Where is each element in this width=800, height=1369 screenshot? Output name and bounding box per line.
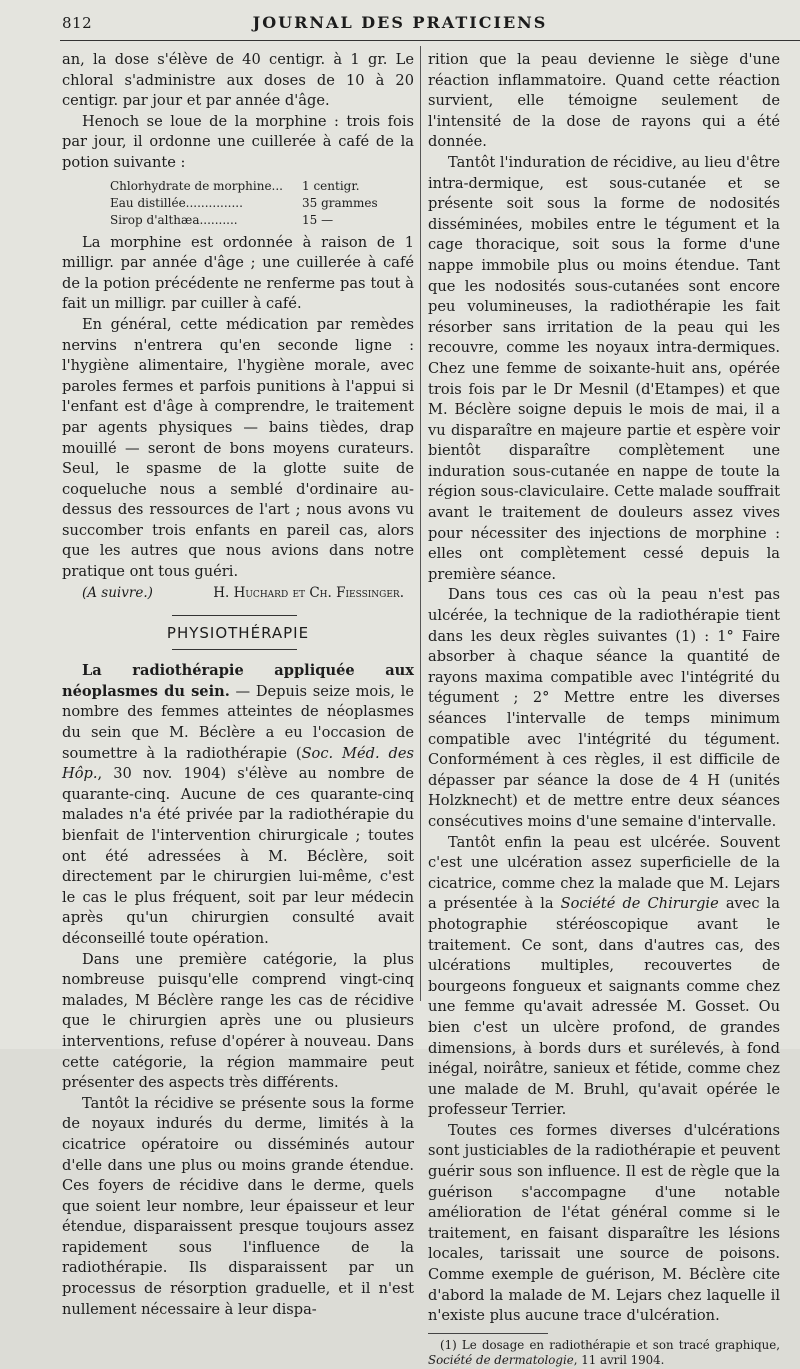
paragraph: Henoch se loue de la morphine : trois fois par jour, il ordonne une cuillerée à café de la potion suivante : [62,112,414,171]
section-rule-bottom [172,649,297,650]
article-title: La radiothérapie appliquée aux néoplasmes du sein. [62,662,414,700]
recipe-row [110,178,414,195]
recipe-ingredient: Eau distillée............... [110,195,243,210]
section-title: PHYSIOTHÉRAPIE [166,624,310,643]
recipe-row [110,212,414,229]
citation: Société de Chirurgie [560,895,719,913]
paragraph: La morphine est ordonnée à raison de 1 milligr. par année d'âge ; une cuillerée à café de la potion précédente ne renferme pas tout à fait un milligr. par cuiller à café. [62,233,414,313]
footnote: (1) Le dosage en radiothérapie et son tracé graphique, Société de dermatologie, 11 avril 1904. [428,1337,780,1368]
authors: H. Huchard et Ch. Fiessinger. [213,584,404,601]
citation: Soc. Méd. des Hôp. [62,744,414,783]
recipe-quantity: 35 grammes [302,195,378,210]
recipe-quantity: 15 — [302,212,334,227]
section-rule-top [172,615,297,616]
header-rule [60,40,800,41]
paragraph: Dans une première catégorie, la plus nombreuse puisqu'elle comprend vingt-cinq malades, M Béclère range les cas de récidive que le chirurgien après une ou plusieurs interventions, refuse d'opérer à nouveau. Dans cette catégorie, la région mammaire peut présenter des aspects très différents. [62,950,414,1092]
citation: Société de dermatologie [428,1353,574,1368]
recipe-ingredient: Chlorhydrate de morphine... [110,178,283,193]
paragraph: Dans tous ces cas où la peau n'est pas ulcérée, la technique de la radiothérapie tient dans les deux règles suivantes (1) : 1° Faire absorber à chaque séance la quantité de rayons maxima compatible avec l'intégrité du tégument ; 2° Mettre entre les diverses séances l'intervalle de temps minimum compatible avec l'intégrité du tégument. Conformément à ces règles, il est difficile de dépasser par séance la dose de 4 H (unités Holzknecht) et de mettre entre deux séances consécutives moins d'une semaine d'intervalle. [428,586,780,830]
paragraph: Tantôt enfin la peau est ulcérée. Souvent c'est une ulcération assez superficielle de la cicatrice, comme chez la malade que M. Lejars a présentée à la Société de Chirurgie avec la photographie stéréoscopique avant le traitement. Ce sont, dans d'autres cas, des ulcérations multiples, recouvertes de bourgeons fongueux et saignants comme chez une femme qu'avait adressée M. Gosset. Ou bien c'est un ulcère profond, de grandes dimensions, à bords durs et surélevés, à fond inégal, noirâtre, sanieux et fétide, comme chez une malade de M. Bruhl, qu'avait opérée le professeur Terrier. [428,833,780,1119]
paragraph: an, la dose s'élève de 40 centigr. à 1 gr. Le chloral s'administre aux doses de 10 à 20 centigr. par jour et par année d'âge. [62,51,414,110]
journal-title: JOURNAL DES PRATICIENS [252,13,548,32]
column-divider [420,46,421,1001]
recipe-ingredient: Sirop d'althæa.......... [110,212,238,227]
article-signature [62,583,414,604]
paragraph: La radiothérapie appliquée aux néoplasmes du sein. — Depuis seize mois, le nombre des femmes atteintes de néoplasmes du sein que M. Béclère a eu l'occasion de soumettre à la radiothérapie (Soc. Méd. des Hôp., 30 nov. 1904) s'élève au nombre de quarante-cinq. Aucune de ces quarante-cinq malades n'a été privée par la radiothérapie du bienfait de l'intervention chirurgicale ; toutes ont été adressées à M. Béclère, soit directement par le chirurgien lui-même, c'est le cas le plus fréquent, soit par leur médecin après qu'un chirurgien consulté avait déconseillé toute opération. [62,662,414,947]
paragraph: Tantôt l'induration de récidive, au lieu d'être intra-dermique, est sous-cutanée et se présente soit sous la forme de nodosités disséminées, mobiles entre le tégument et la cage thoracique, soit sous la forme d'une nappe immobile plus ou moins étendue. Tant que les nodosités sous-cutanées sont encore peu volumineuses, la radiothérapie les fait résorber sans irritation de la peau qui les recouvre, comme les noyaux intra-dermiques. Chez une femme de soixante-huit ans, opérée trois fois par le Dr Mesnil (d'Etampes) et que M. Béclère soigne depuis le mois de mai, il a vu disparaître en majeure partie et espère voir bientôt disparaître complètement une induration sous-cutanée en nappe de toute la région sous-claviculaire. Cette malade souffrait avant le traitement de douleurs assez vives pour nécessiter des injections de morphine : elles ont complètement cessé depuis la première séance. [428,153,780,583]
recipe-row [110,195,414,212]
left-column [62,50,414,1320]
page-number: 812 [62,14,93,32]
paragraph: Toutes ces formes diverses d'ulcérations sont justiciables de la radiothérapie et peuvent guérir sous son influence. Il est de règle que la guérison s'accompagne d'une notable amélioration de l'état général comme si le traitement, en faisant disparaître les lésions locales, tarissait une source de poisons. Comme exemple de guérison, M. Béclère cite d'abord la malade de M. Lejars chez laquelle il n'existe plus aucune trace d'ulcération. [428,1121,780,1325]
section-heading [62,609,414,661]
paragraph: Tantôt la récidive se présente sous la forme de noyaux indurés du derme, limités à la cicatrice opératoire ou disséminés autour d'elle dans une plus ou moins grande étendue. Ces foyers de récidive dans le derme, quels que soient leur nombre, leur épaisseur et leur étendue, disparaissent presque toujours assez rapidement sous l'influence de la radiothérapie. Ils disparaissent par un processus de résorption graduelle, et il n'est nullement nécessaire à leur dispa- [62,1094,414,1318]
paragraph: En général, cette médication par remèdes nervins n'entrera qu'en seconde ligne : l'hygiène alimentaire, l'hygiène morale, avec paroles fermes et parfois punitions à l'appui si l'enfant est d'âge à comprendre, le traitement par agents physiques — bains tièdes, drap mouillé — seront de bons moyens curateurs. Seul, le spasme de la glotte suite de coqueluche nous a semblé d'ordinaire au-dessus des ressources de l'art ; nous avons vu succomber trois enfants en pareil cas, alors que les autres que nous avions dans notre pratique ont tous guéri. [62,315,414,581]
to-be-continued: (A suivre.) [82,584,153,601]
recipe-quantity: 1 centigr. [302,178,360,193]
right-column [428,50,780,1369]
page-header [0,8,800,38]
footnote-rule [428,1333,548,1334]
paragraph: rition que la peau devienne le siège d'une réaction inflammatoire. Quand cette réaction survient, elle témoigne seulement de l'intensité de la dose de rayons qui a été donnée. [428,51,780,151]
prescription-recipe [110,178,414,229]
